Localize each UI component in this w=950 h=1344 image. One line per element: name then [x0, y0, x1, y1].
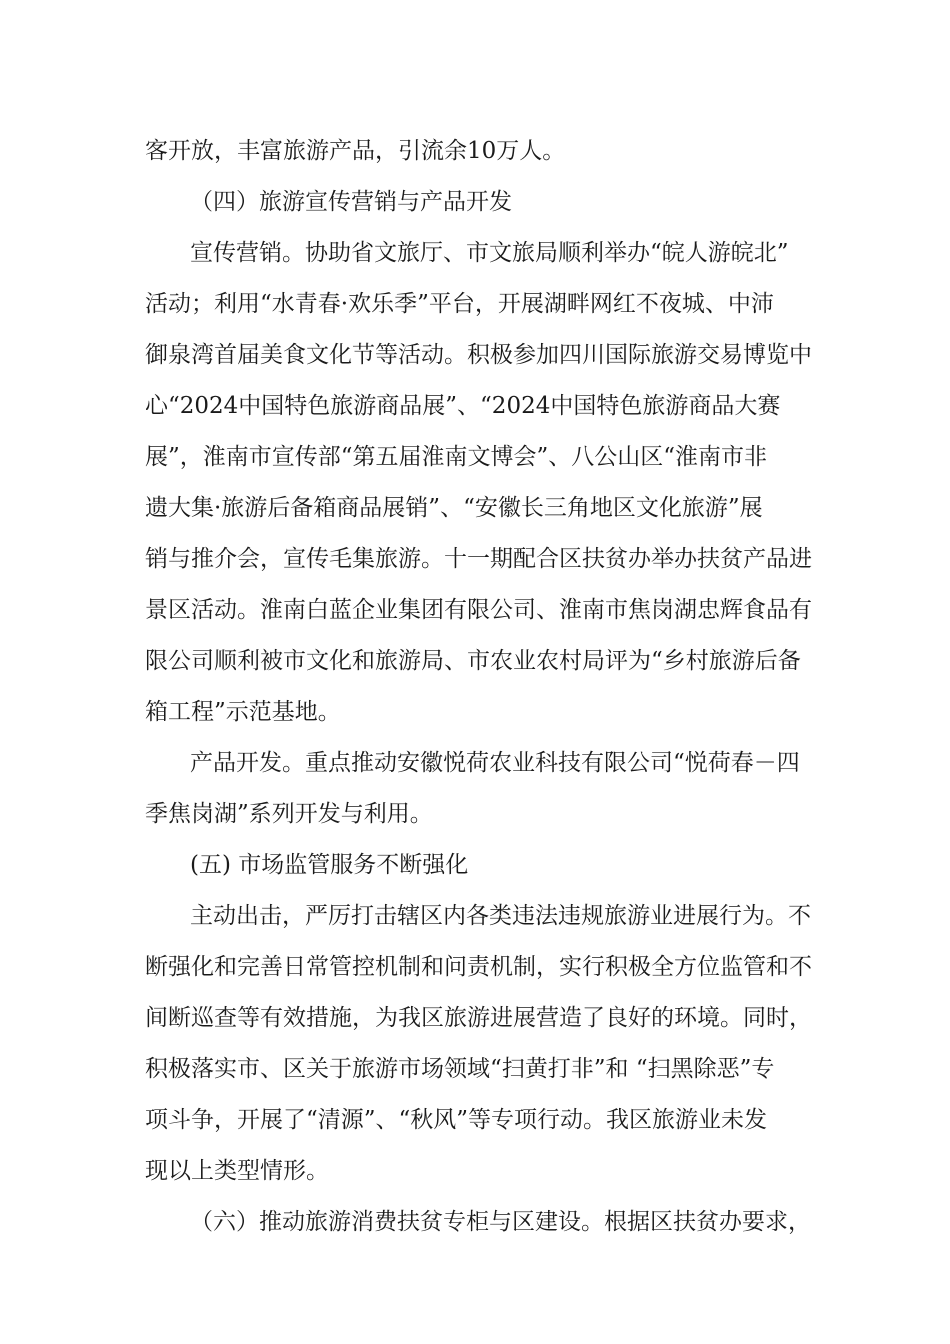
text-line: 产品开发。重点推动安徽悦荷农业科技有限公司“悦荷春－四	[190, 750, 800, 776]
text-line: 御泉湾首届美食文化节等活动。积极参加四川国际旅游交易博览中	[145, 342, 812, 368]
section-heading: （四）旅游宣传营销与产品开发	[190, 189, 512, 215]
text-line: 客开放，丰富旅游产品，引流余10万人。	[145, 138, 566, 164]
text-line: 展”，淮南市宣传部“第五届淮南文博会”、八公山区“淮南市非	[145, 444, 768, 470]
text-line: 限公司顺利被市文化和旅游局、市农业农村局评为“乡村旅游后备	[145, 648, 801, 674]
text-line: 活动；利用“水青春·欢乐季”平台，开展湖畔网红不夜城、中沛	[145, 291, 774, 317]
section-heading: (五) 市场监管服务不断强化	[190, 852, 469, 878]
text-line: 现以上类型情形。	[145, 1158, 329, 1184]
text-line: 主动出击，严厉打击辖区内各类违法违规旅游业进展行为。不	[190, 903, 811, 929]
text-line: 心“2024中国特色旅游商品展”、“2024中国特色旅游商品大赛	[145, 393, 781, 419]
text-line: 间断巡查等有效措施，为我区旅游进展营造了良好的环境。同时，	[145, 1005, 812, 1031]
text-line: 季焦岗湖”系列开发与利用。	[145, 801, 433, 827]
text-line: 箱工程”示范基地。	[145, 699, 341, 725]
text-line: 景区活动。淮南白蓝企业集团有限公司、淮南市焦岗湖忠辉食品有	[145, 597, 812, 623]
text-line: （六）推动旅游消费扶贫专柜与区建设。根据区扶贫办要求，	[190, 1209, 811, 1235]
text-line: 销与推介会，宣传毛集旅游。十一期配合区扶贫办举办扶贫产品进	[145, 546, 812, 572]
text-line: 宣传营销。协助省文旅厅、市文旅局顺利举办“皖人游皖北”	[190, 240, 789, 266]
text-line: 项斗争，开展了“清源”、“秋风”等专项行动。我区旅游业未发	[145, 1107, 768, 1133]
text-line: 遗大集·旅游后备箱商品展销”、“安徽长三角地区文化旅游”展	[145, 495, 763, 521]
text-line: 积极落实市、区关于旅游市场领域“扫黄打非”和 “扫黑除恶”专	[145, 1056, 775, 1082]
text-line: 断强化和完善日常管控机制和问责机制，实行积极全方位监管和不	[145, 954, 812, 980]
